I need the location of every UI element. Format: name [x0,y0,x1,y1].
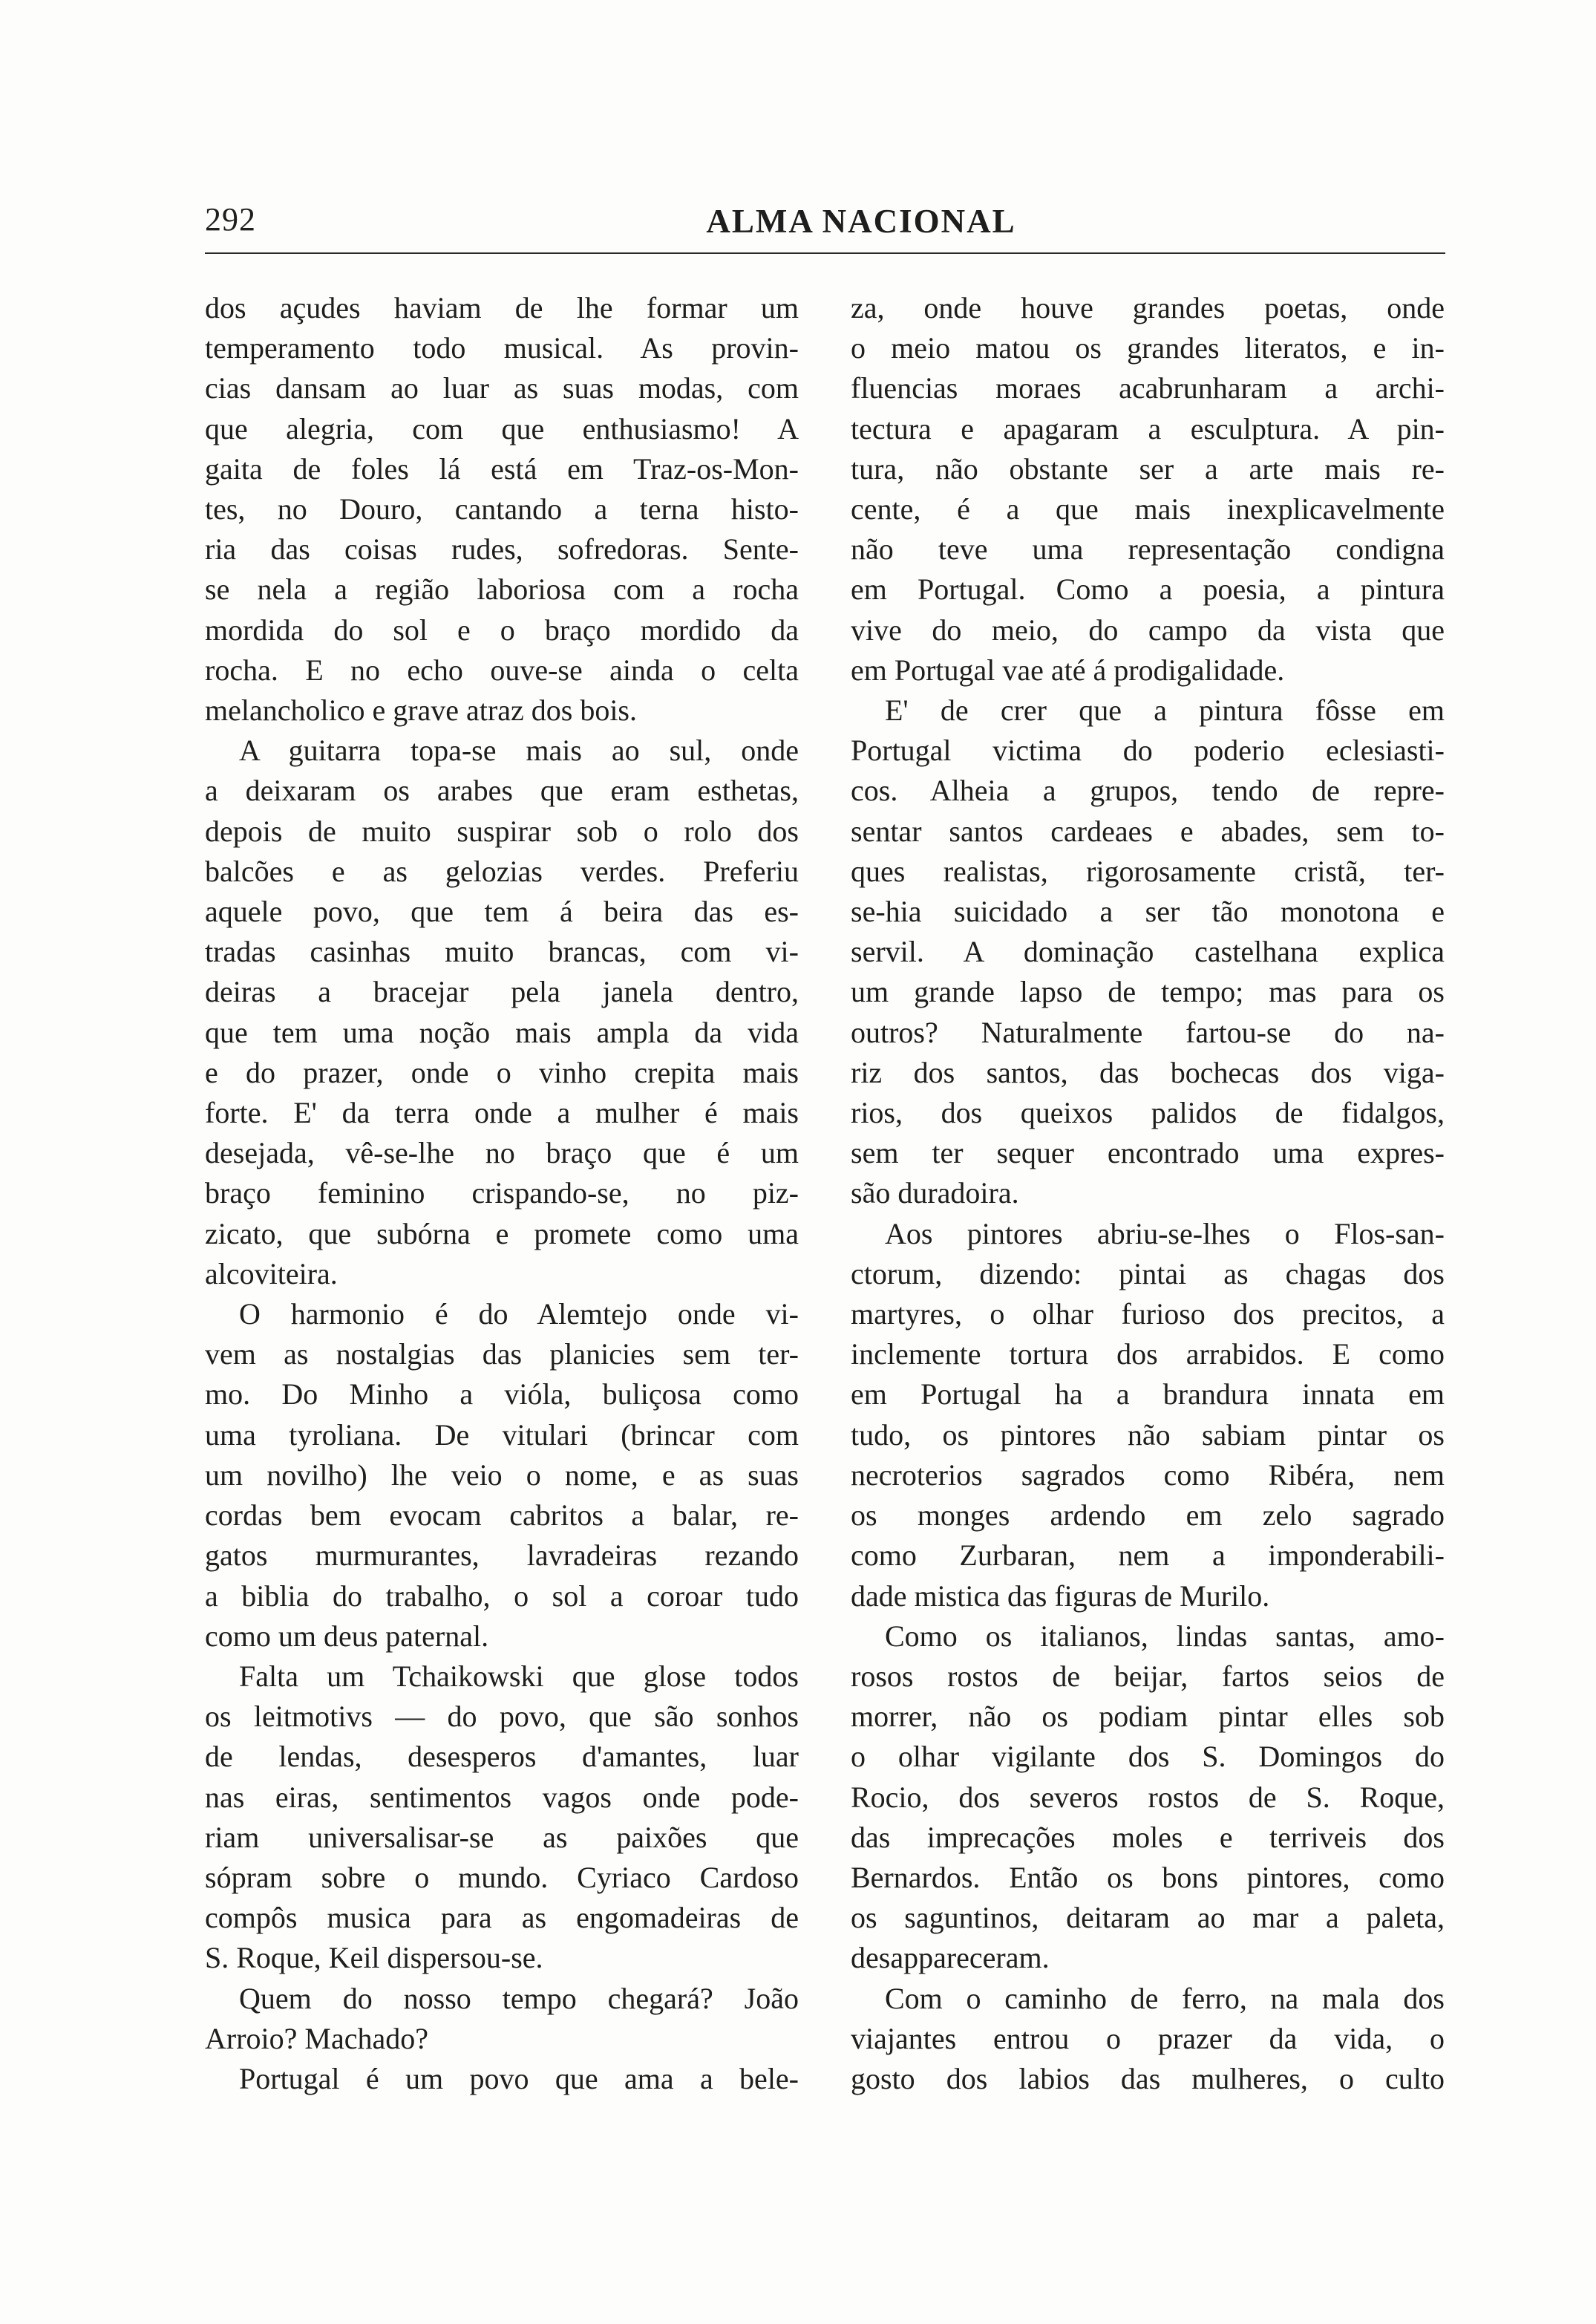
text-line: os monges ardendo em zelo sagrado [851,1498,1445,1533]
text-line: cos. Alheia a grupos, tendo de repre- [851,774,1445,808]
text-line: e do prazer, onde o vinho crepita mais [205,1055,799,1089]
text-line: ria das coisas rudes, sofredoras. Sente- [205,532,799,567]
text-line: riz dos santos, das bochecas dos viga- [851,1055,1445,1089]
text-line: gaita de foles lá está em Traz-os-Mon- [205,451,799,486]
text-line: vem as nostalgias das planicies sem ter- [205,1337,799,1371]
text-line: das imprecações moles e terriveis dos [851,1820,1445,1854]
text-line: temperamento todo musical. As provin- [205,331,799,365]
text-line: Quem do nosso tempo chegará? João [239,1981,799,2015]
text-line: tura, não obstante ser a arte mais re- [851,451,1445,486]
text-line: que tem uma noção mais ampla da vida [205,1015,799,1049]
page-number: 292 [205,201,256,238]
text-line: sentar santos cardeaes e abades, sem to- [851,814,1445,848]
text-line: viajantes entrou o prazer da vida, o [851,2021,1445,2055]
text-line: Arroio? Machado? [205,2021,428,2055]
text-line: são duradoira. [851,1176,1019,1210]
text-line: ctorum, dizendo: pintai as chagas dos [851,1256,1445,1290]
text-line: alcoviteira. [205,1256,338,1290]
text-line: aquele povo, que tem á beira das es- [205,895,799,929]
text-line: riam universalisar-se as paixões que [205,1820,799,1854]
text-line: em Portugal vae até á prodigalidade. [851,653,1285,687]
header-rule [205,252,1445,254]
text-line: cente, é a que mais inexplicavelmente [851,492,1445,526]
text-line: fluencias moraes acabrunharam a archi- [851,371,1445,405]
text-column-left [205,288,799,2099]
text-line: mo. Do Minho a vióla, buliçosa como [205,1377,799,1411]
text-line: servil. A dominação castelhana explica [851,935,1445,969]
text-line: O harmonio é do Alemtejo onde vi- [239,1297,799,1331]
text-line: melancholico e grave atraz dos bois. [205,693,637,728]
text-line: gosto dos labios das mulheres, o culto [851,2061,1445,2095]
text-line: cordas bem evocam cabritos a balar, re- [205,1498,799,1533]
text-line: tudo, os pintores não sabiam pintar os [851,1417,1445,1452]
text-line: em Portugal ha a brandura innata em [851,1377,1445,1411]
text-line: em Portugal. Como a poesia, a pintura [851,572,1445,607]
text-line: necroterios sagrados como Ribéra, nem [851,1458,1445,1492]
text-line: uma tyroliana. De vitulari (brincar com [205,1417,799,1452]
text-line: rios, dos queixos palidos de fidalgos, [851,1096,1445,1130]
text-line: ques realistas, rigorosamente cristã, ter- [851,854,1445,888]
text-line: Portugal é um povo que ama a bele- [239,2061,799,2095]
text-line: sópram sobre o mundo. Cyriaco Cardoso [205,1860,799,1894]
text-line: se nela a região laboriosa com a rocha [205,572,799,607]
text-line: Com o caminho de ferro, na mala dos [885,1981,1445,2015]
text-line: Bernardos. Então os bons pintores, como [851,1860,1445,1894]
text-line: como Zurbaran, nem a imponderabili- [851,1538,1445,1573]
text-line: nas eiras, sentimentos vagos onde pode- [205,1780,799,1814]
text-line: S. Roque, Keil dispersou-se. [205,1941,543,1975]
text-line: outros? Naturalmente fartou-se do na- [851,1015,1445,1049]
text-line: martyres, o olhar furioso dos precitos, a [851,1297,1445,1331]
text-line: inclemente tortura dos arrabidos. E como [851,1337,1445,1371]
text-line: a deixaram os arabes que eram esthetas, [205,774,799,808]
text-line: Portugal victima do poderio eclesiasti- [851,734,1445,768]
text-line: rocha. E no echo ouve-se ainda o celta [205,653,799,687]
text-line: os leitmotivs — do povo, que são sonhos [205,1700,799,1734]
text-line: E' de crer que a pintura fôsse em [885,693,1445,728]
running-head-title: ALMA NACIONAL [706,203,1016,240]
text-line: zicato, que subórna e promete como uma [205,1216,799,1250]
text-line: gatos murmurantes, lavradeiras rezando [205,1538,799,1573]
text-line: dade mistica das figuras de Murilo. [851,1579,1270,1613]
text-line: compôs musica para as engomadeiras de [205,1901,799,1935]
text-line: se-hia suicidado a ser tão monotona e [851,895,1445,929]
text-line: um novilho) lhe veio o nome, e as suas [205,1458,799,1492]
text-line: Como os italianos, lindas santas, amo- [885,1619,1445,1653]
text-line: o meio matou os grandes literatos, e in- [851,331,1445,365]
text-line: forte. E' da terra onde a mulher é mais [205,1096,799,1130]
text-line: a biblia do trabalho, o sol a coroar tudo [205,1579,799,1613]
text-line: o olhar vigilante dos S. Domingos do [851,1740,1445,1774]
text-line: sem ter sequer encontrado uma expres- [851,1136,1445,1170]
text-line: za, onde houve grandes poetas, onde [851,291,1445,324]
text-line: Rocio, dos severos rostos de S. Roque, [851,1780,1445,1814]
text-line: Aos pintores abriu-se-lhes o Flos-san- [885,1216,1445,1250]
text-line: tradas casinhas muito brancas, com vi- [205,935,799,969]
text-line: os saguntinos, deitaram ao mar a paleta, [851,1901,1445,1935]
text-line: mordida do sol e o braço mordido da [205,613,799,647]
text-line: tes, no Douro, cantando a terna histo- [205,492,799,526]
text-line: vive do meio, do campo da vista que [851,613,1445,647]
text-line: Falta um Tchaikowski que glose todos [239,1659,799,1693]
text-line: desejada, vê-se-lhe no braço que é um [205,1136,799,1170]
text-line: dos açudes haviam de lhe formar um [205,291,799,324]
text-line: desappareceram. [851,1941,1050,1975]
text-line: tectura e apagaram a esculptura. A pin- [851,411,1445,445]
text-line: deiras a bracejar pela janela dentro, [205,975,799,1009]
text-line: balcões e as gelozias verdes. Preferiu [205,854,799,888]
text-line: depois de muito suspirar sob o rolo dos [205,814,799,848]
text-line: braço feminino crispando-se, no piz- [205,1176,799,1210]
text-line: de lendas, desesperos d'amantes, luar [205,1740,799,1774]
text-line: que alegria, com que enthusiasmo! A [205,411,799,445]
text-line: rosos rostos de beijar, fartos seios de [851,1659,1445,1693]
text-column-right [851,288,1445,2099]
text-line: como um deus paternal. [205,1619,489,1653]
text-line: não teve uma representação condigna [851,532,1445,567]
text-line: cias dansam ao luar as suas modas, com [205,371,799,405]
text-line: morrer, não os podiam pintar elles sob [851,1700,1445,1734]
text-line: um grande lapso de tempo; mas para os [851,975,1445,1009]
text-line: A guitarra topa-se mais ao sul, onde [239,734,799,768]
